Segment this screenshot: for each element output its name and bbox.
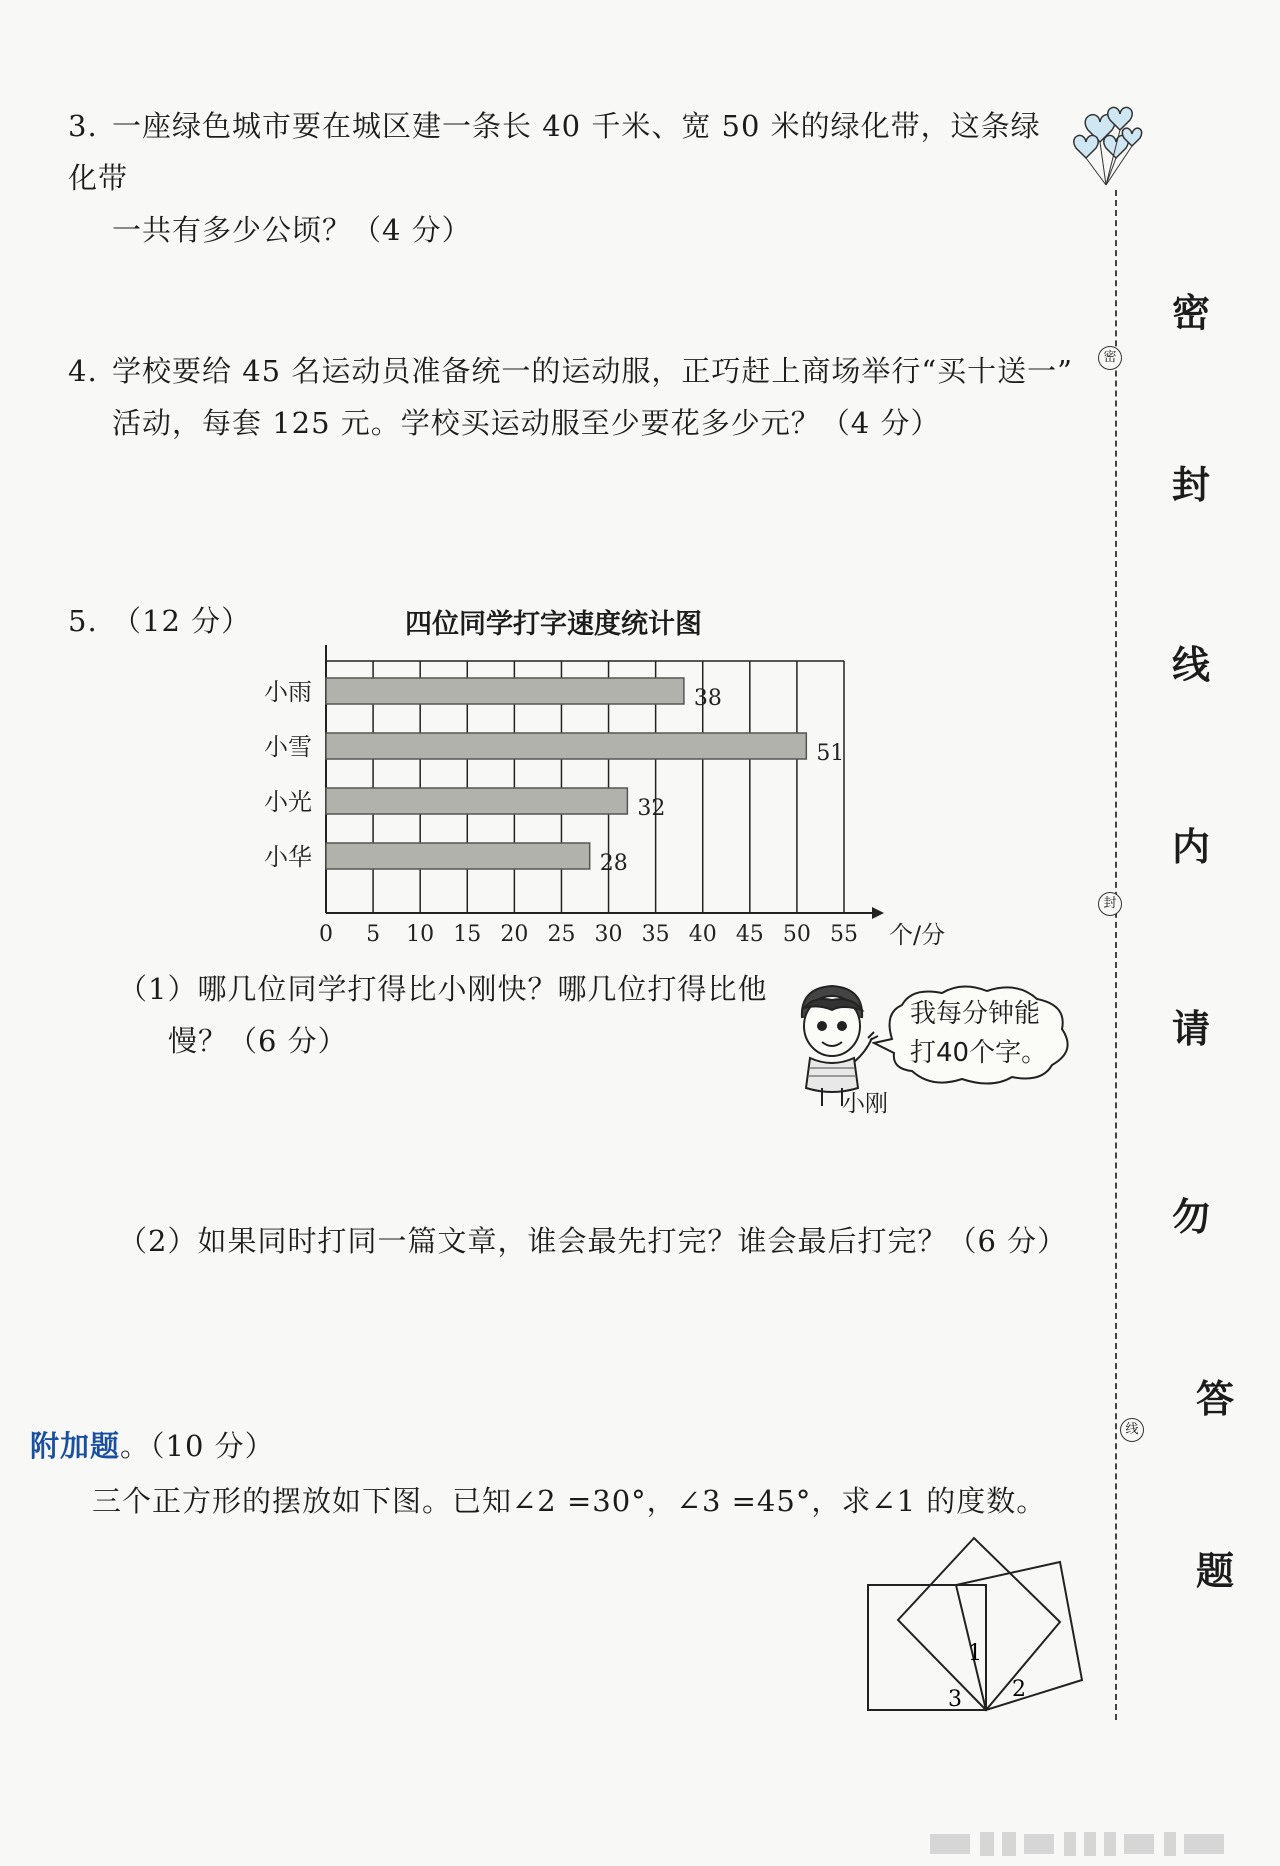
question-text: 一共有多少公顷？（4 分）	[112, 213, 472, 247]
bar	[326, 788, 627, 814]
seal-dashed-line	[1115, 190, 1117, 1720]
sub-question-text: （1）哪几位同学打得比小刚快？哪几位打得比他	[118, 972, 768, 1006]
question-text: 一座绿色城市要在城区建一条长 40 千米、宽 50 米的绿化带，这条绿化带	[68, 109, 1041, 195]
three-squares-figure	[860, 1530, 1100, 1720]
bonus-title: 附加题	[30, 1429, 121, 1463]
category-label: 小雨	[264, 678, 312, 706]
x-tick-label: 40	[688, 922, 717, 947]
bar	[326, 843, 590, 869]
chart-title: 四位同学打字速度统计图	[405, 609, 702, 640]
x-tick-label: 20	[500, 922, 529, 947]
bonus-header	[30, 1420, 275, 1472]
question-5-sub-2	[118, 1215, 1067, 1267]
seal-char-1: 密	[1172, 291, 1211, 335]
sub-question-text: 慢？（6 分）	[168, 1024, 348, 1058]
x-tick-label: 30	[594, 922, 623, 947]
question-number: 4.	[68, 354, 98, 388]
footer-decoration	[930, 1830, 1270, 1860]
bonus-points: 。（10 分）	[120, 1429, 275, 1463]
sub-question-text: （2）如果同时打同一篇文章，谁会最先打完？谁会最后打完？（6 分）	[118, 1224, 1068, 1258]
balloons-icon	[1068, 100, 1148, 190]
x-tick-label: 25	[547, 922, 576, 947]
x-tick-label: 0	[319, 922, 333, 947]
question-5-header	[68, 595, 251, 647]
x-tick-label: 10	[406, 922, 435, 947]
seal-char-8: 题	[1196, 1549, 1235, 1593]
x-tick-label: 45	[735, 922, 764, 947]
bar-chart	[250, 645, 950, 965]
seal-char-2: 封	[1172, 463, 1211, 507]
question-points: （12 分）	[112, 604, 252, 638]
bar-value-label: 32	[637, 796, 666, 821]
seal-marker-mi: 密	[1098, 346, 1122, 370]
seal-marker-xian: 线	[1120, 1418, 1144, 1442]
bar	[326, 733, 806, 759]
question-5-sub-1	[118, 963, 767, 1067]
question-4	[68, 345, 1108, 449]
seal-char-6: 勿	[1172, 1195, 1211, 1239]
question-text: 学校要给 45 名运动员准备统一的运动服，正巧赶上商场举行“买十送一”	[112, 354, 1073, 388]
x-axis-arrow	[872, 907, 884, 919]
question-3	[68, 100, 1068, 256]
x-tick-label: 5	[366, 922, 381, 947]
category-label: 小光	[264, 788, 312, 816]
angle-2-label: 2	[1012, 1677, 1026, 1702]
category-label: 小雪	[264, 733, 312, 761]
x-tick-label: 15	[453, 922, 482, 947]
speech-text-line2: 打40个字。	[910, 1038, 1048, 1068]
seal-char-7: 答	[1196, 1377, 1235, 1421]
x-tick-label: 55	[830, 922, 858, 947]
bonus-text: 三个正方形的摆放如下图。已知∠2 =30°，∠3 =45°，求∠1 的度数。	[92, 1484, 1047, 1518]
bar-value-label: 28	[599, 851, 628, 876]
question-text: 活动，每套 125 元。学校买运动服至少要花多少元？（4 分）	[112, 406, 941, 440]
bar-value-label: 51	[816, 741, 845, 766]
x-tick-label: 35	[641, 922, 670, 947]
category-label: 小华	[264, 843, 312, 871]
character-name: 小刚	[842, 1091, 888, 1117]
angle-3-label: 3	[948, 1687, 962, 1712]
bar-value-label: 38	[693, 686, 722, 711]
question-number: 3.	[68, 109, 98, 143]
speech-text-line1: 我每分钟能	[910, 999, 1041, 1029]
seal-char-4: 内	[1172, 825, 1211, 869]
seal-char-3: 线	[1172, 643, 1211, 687]
angle-1-label: 1	[968, 1641, 982, 1666]
x-axis-label: 个/分	[889, 921, 946, 949]
seal-marker-feng: 封	[1098, 892, 1122, 916]
seal-char-5: 请	[1172, 1007, 1211, 1051]
question-number: 5.	[68, 604, 98, 638]
x-tick-label: 50	[782, 922, 811, 947]
bar	[326, 678, 684, 704]
